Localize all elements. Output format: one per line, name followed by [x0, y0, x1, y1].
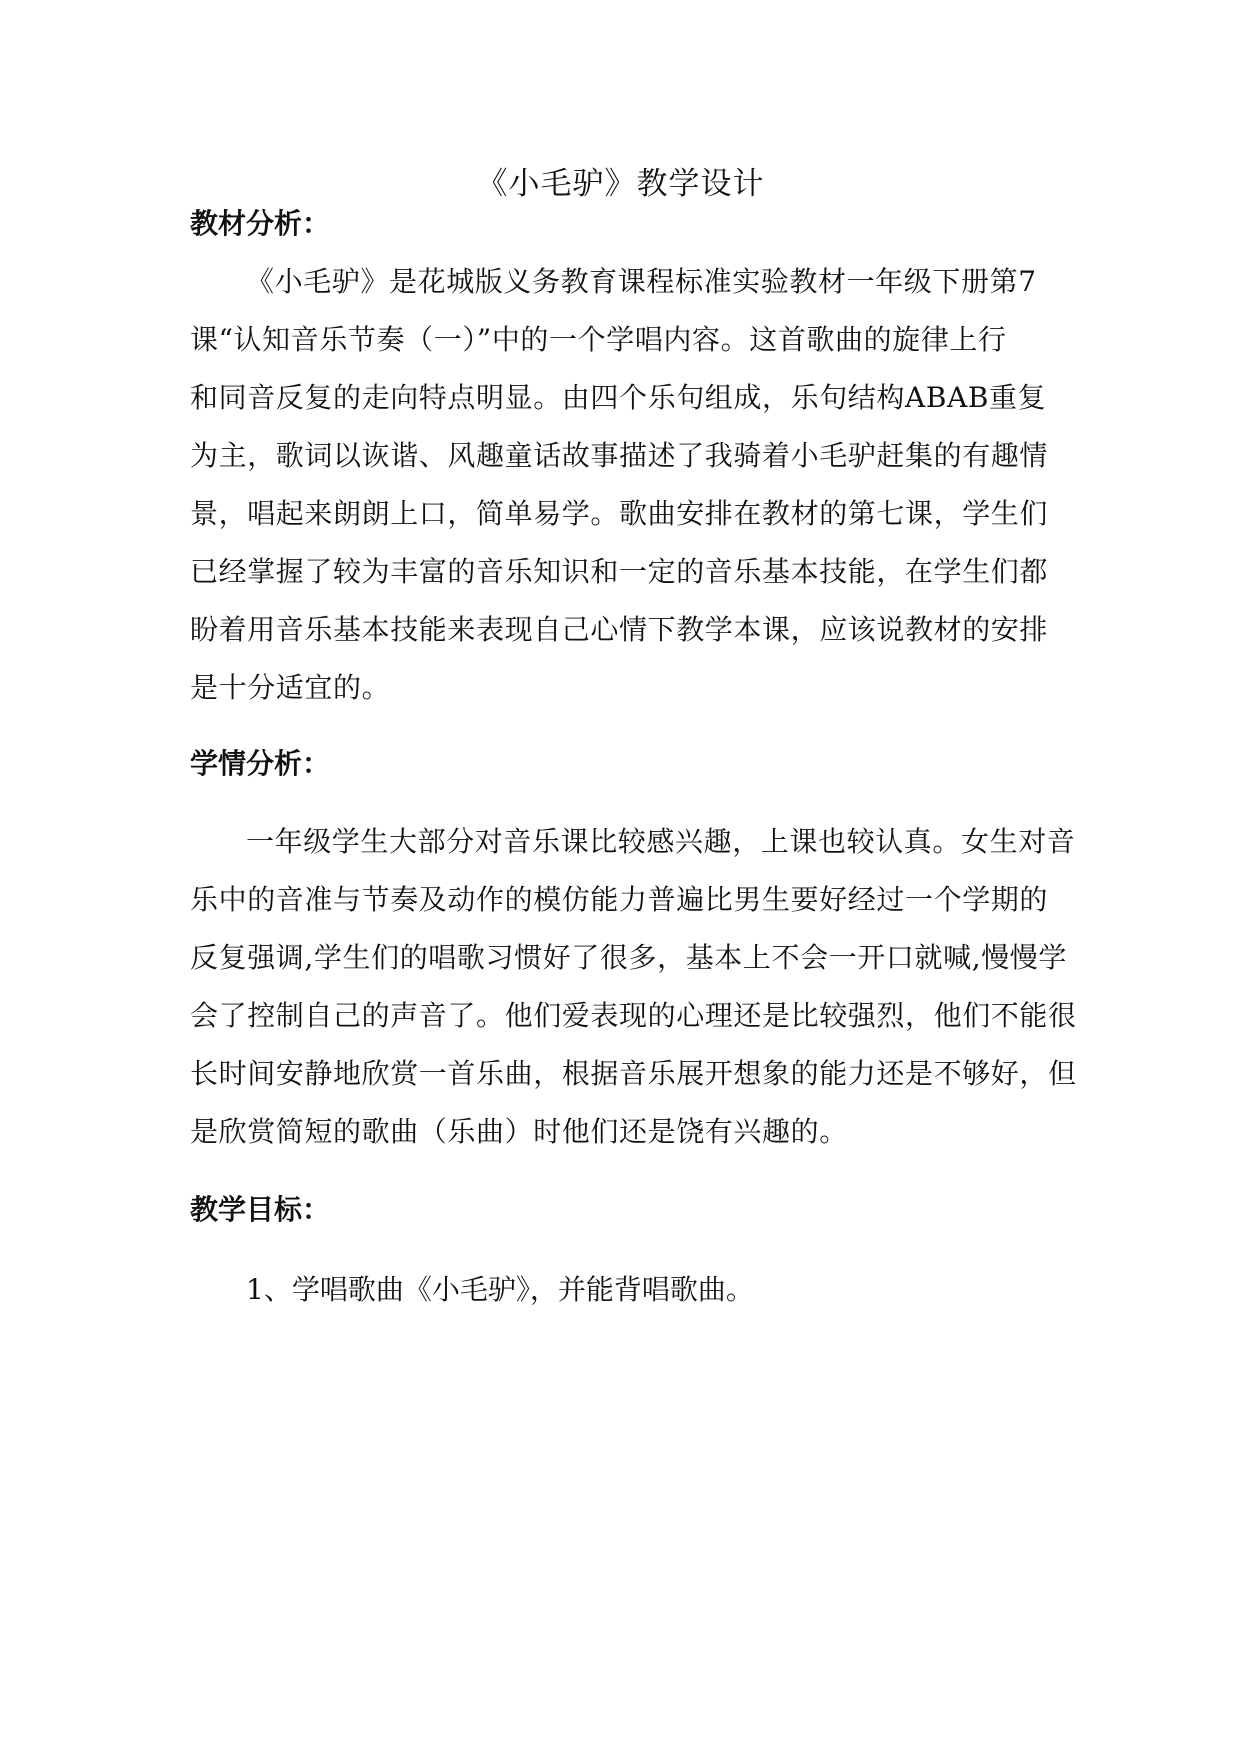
paragraph-line: 是十分适宜的。 [190, 671, 391, 704]
paragraph-line: 《小毛驴》是花城版义务教育课程标准实验教材一年级下册第7 [246, 265, 1037, 298]
paragraph-line: 和同音反复的走向特点明显。由四个乐句组成，乐句结构ABAB重复 [190, 381, 1047, 414]
section-heading-material-analysis: 教材分析： [190, 207, 331, 240]
paragraph-line: 盼着用音乐基本技能来表现自己心情下教学本课，应该说教材的安排 [190, 613, 1049, 646]
goal-list-item: 1、学唱歌曲《小毛驴》，并能背唱歌曲。 [246, 1273, 754, 1306]
document-title: 《小毛驴》教学设计 [476, 166, 765, 202]
paragraph-line: 已经掌握了较为丰富的音乐知识和一定的音乐基本技能，在学生们都 [190, 555, 1049, 588]
paragraph-line: 是欣赏简短的歌曲（乐曲）时他们还是饶有兴趣的。 [190, 1115, 848, 1148]
paragraph-line: 为主，歌词以诙谐、风趣童话故事描述了我骑着小毛驴赶集的有趣情 [190, 439, 1049, 472]
paragraph-line: 一年级学生大部分对音乐课比较感兴趣，上课也较认真。女生对音 [246, 825, 1076, 858]
paragraph-line: 长时间安静地欣赏一首乐曲，根据音乐展开想象的能力还是不够好，但 [190, 1057, 1077, 1090]
paragraph-line: 反复强调,学生们的唱歌习惯好了很多，基本上不会一开口就喊,慢慢学 [190, 941, 1068, 974]
section-heading-student-analysis: 学情分析： [190, 747, 331, 780]
section-heading-teaching-goals: 教学目标： [190, 1193, 331, 1226]
paragraph-line: 会了控制自己的声音了。他们爱表现的心理还是比较强烈，他们不能很 [190, 999, 1077, 1032]
paragraph-line: 景，唱起来朗朗上口，简单易学。歌曲安排在教材的第七课，学生们 [190, 497, 1049, 530]
paragraph-line: 课“认知音乐节奏（一）”中的一个学唱内容。这首歌曲的旋律上行 [190, 323, 1007, 356]
paragraph-line: 乐中的音准与节奏及动作的模仿能力普遍比男生要好经过一个学期的 [190, 883, 1049, 916]
